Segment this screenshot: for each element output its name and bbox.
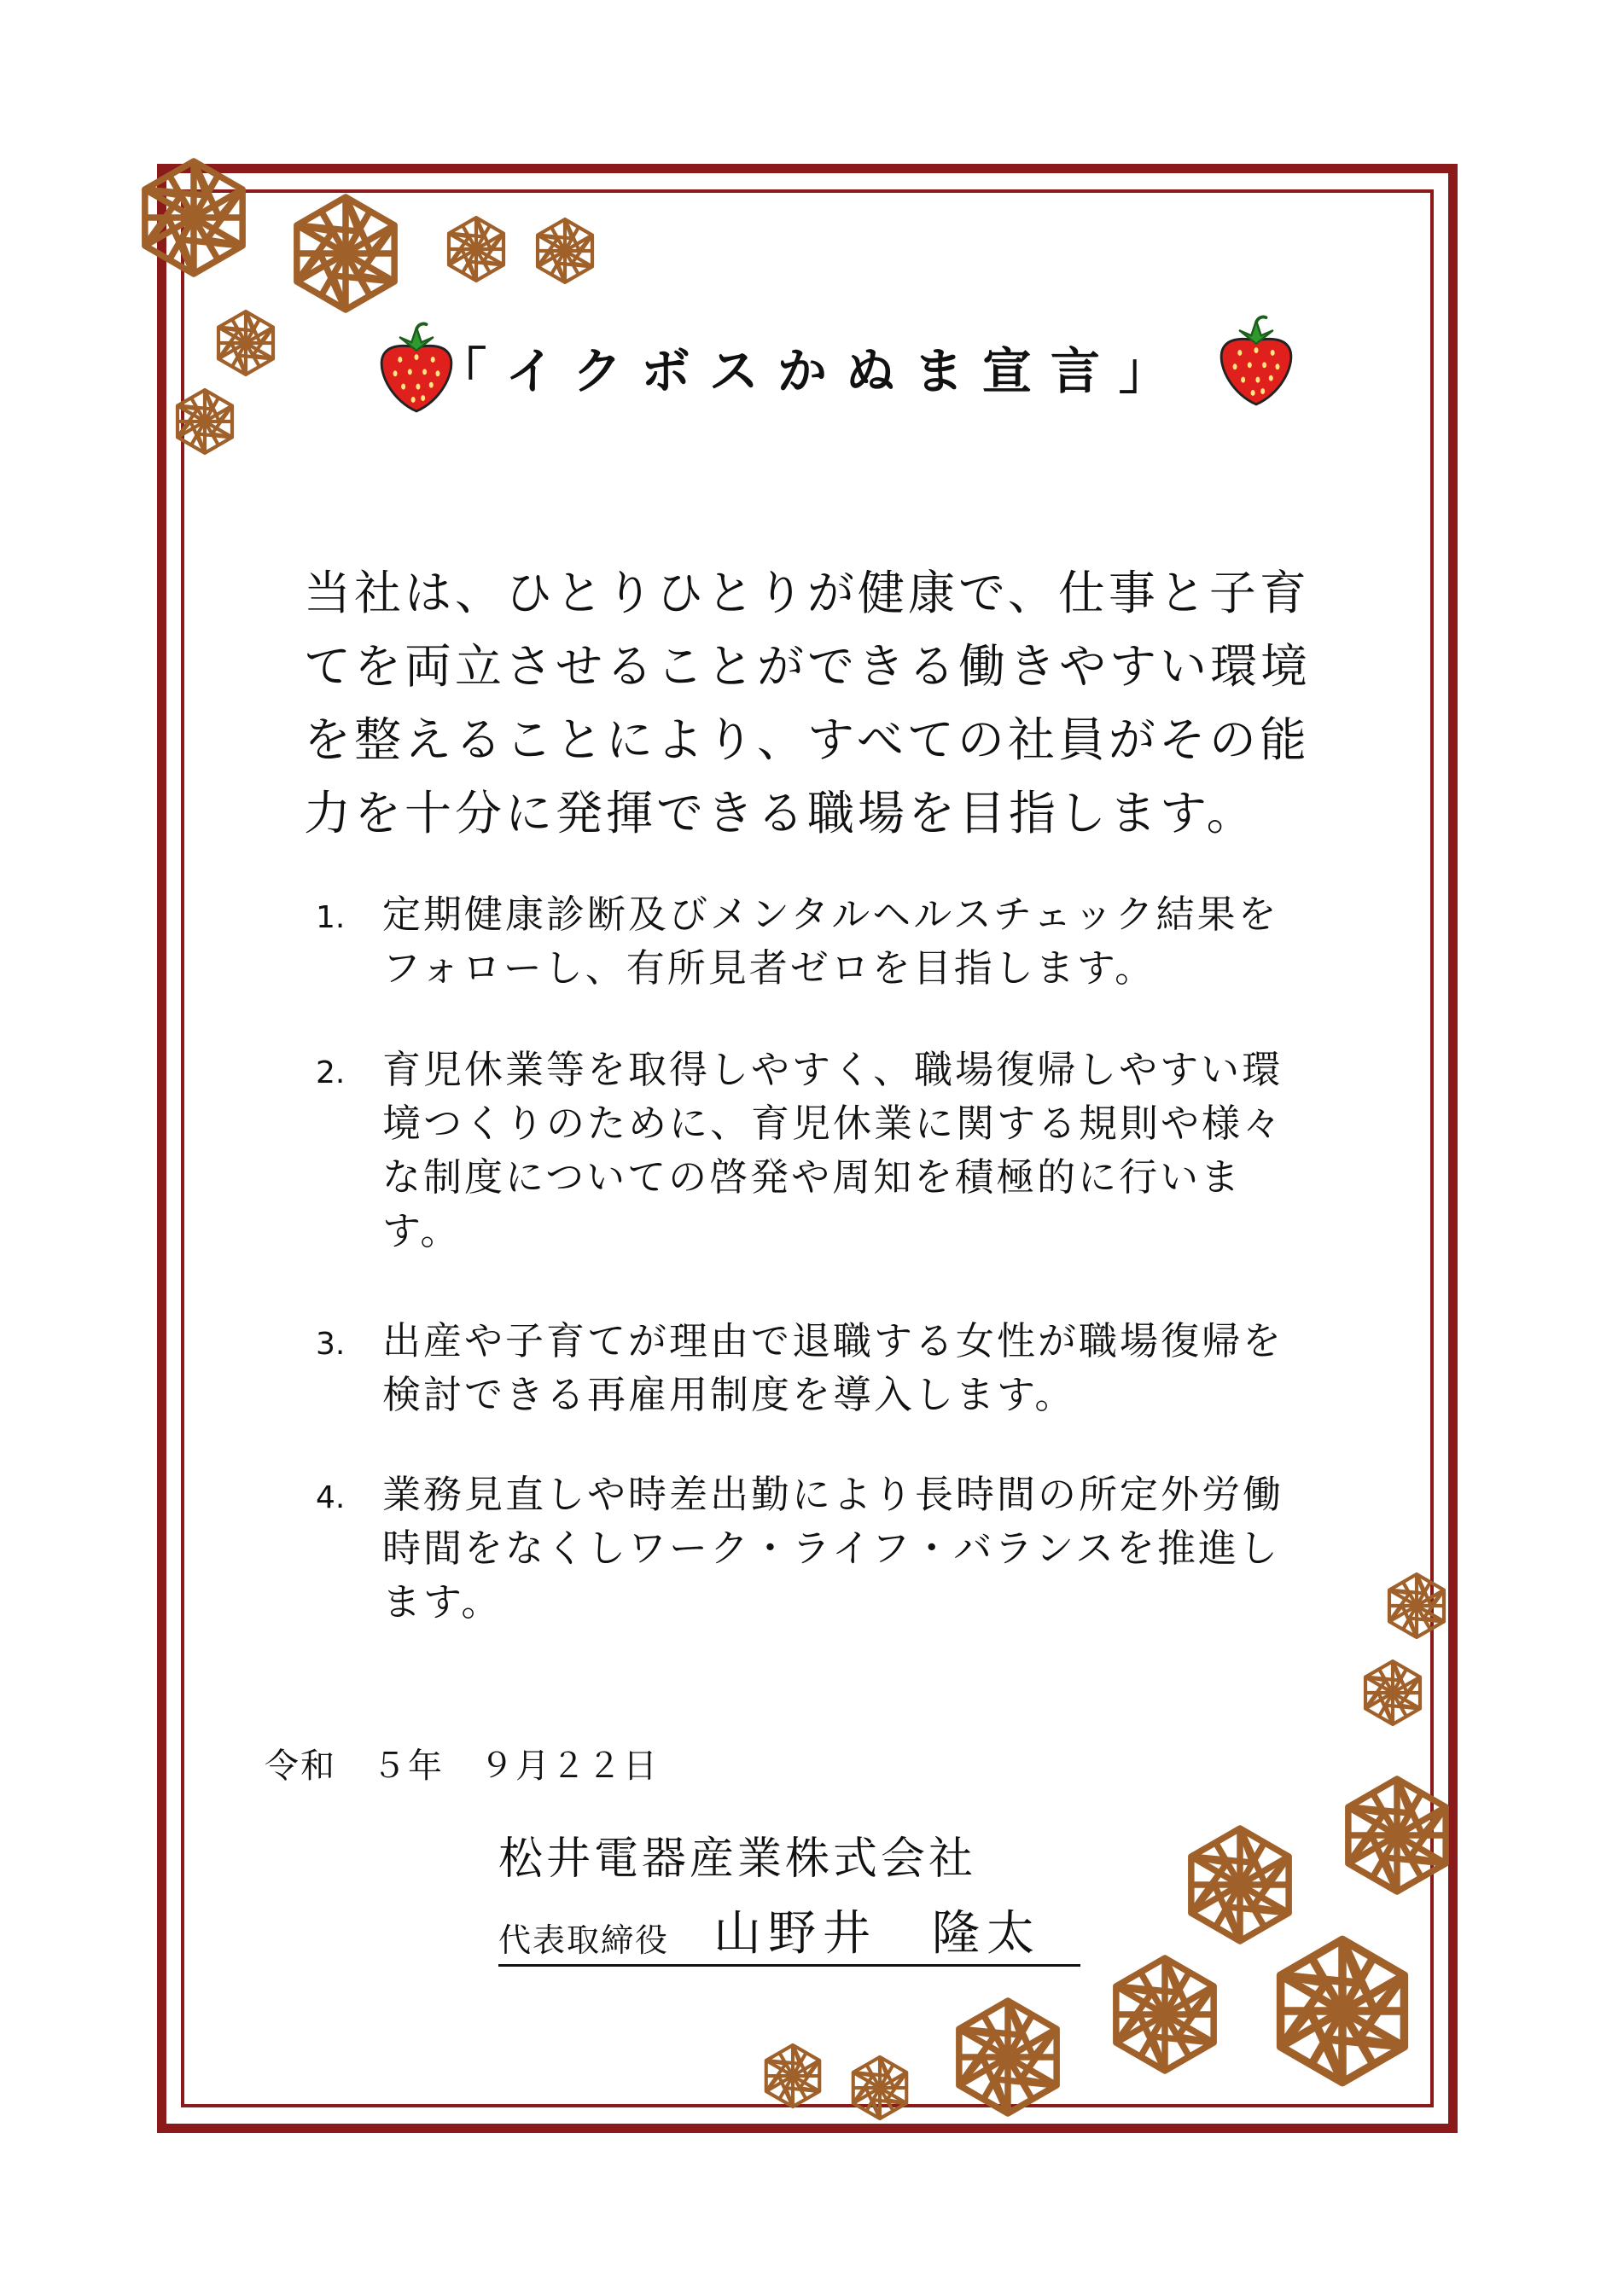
asanoha-pattern-icon [1381, 1570, 1452, 1642]
asanoha-pattern-icon [758, 2041, 828, 2111]
list-item-text: 定期健康診断及びメンタルヘルスチェック結果をフォローし、有所見者ゼロを目指します。 [382, 892, 1279, 991]
list-item [316, 887, 1289, 995]
list-item [316, 1314, 1289, 1421]
asanoha-pattern-icon [1333, 1771, 1461, 1899]
list-item-text: 育児休業等を取得しやすく、職場復帰しやすい環境つくりのために、育児休業に関する規則や様々な制度についての啓発や周知を積極的に行います。 [382, 1047, 1284, 1253]
asanoha-pattern-icon [1101, 1950, 1229, 2078]
asanoha-pattern-icon [1261, 1930, 1423, 2092]
asanoha-pattern-icon [130, 154, 258, 282]
representative-name: 山野井 隆太 [713, 1906, 1042, 1962]
intro-paragraph: 当社は、ひとりひとりが健康で、仕事と子育てを両立させることができる働きやすい環境を整えることにより、すべての社員がその能力を十分に発揮できる職場を目指します。 [304, 566, 1312, 840]
list-item-text: 出産や子育てが理由で退職する女性が職場復帰を検討できる再雇用制度を導入します。 [382, 1318, 1284, 1417]
representative-title: 代表取締役 [498, 1921, 670, 1959]
asanoha-pattern-icon [845, 2053, 915, 2123]
representative-signature-line [498, 1904, 1080, 1967]
asanoha-pattern-icon [440, 213, 512, 285]
list-item-number: 1. [316, 900, 346, 935]
list-item-number: 4. [316, 1480, 346, 1515]
list-item [316, 1043, 1289, 1258]
asanoha-pattern-icon [1357, 1657, 1429, 1729]
declaration-date: 令和 ５年 ９月２２日 [265, 1747, 659, 1786]
asanoha-pattern-icon [282, 189, 410, 317]
company-name: 松井電器産業株式会社 [498, 1834, 977, 1885]
page-title: 「イクボスかぬま宣言」 [437, 342, 1187, 400]
asanoha-pattern-icon [529, 215, 601, 287]
list-item-number: 2. [316, 1055, 346, 1090]
list-item-number: 3. [316, 1327, 346, 1362]
list-item-text: 業務見直しや時差出勤により長時間の所定外労働時間をなくしワーク・ライフ・バランスを推進します。 [382, 1472, 1284, 1625]
asanoha-pattern-icon [944, 1993, 1072, 2121]
list-item [316, 1468, 1289, 1629]
